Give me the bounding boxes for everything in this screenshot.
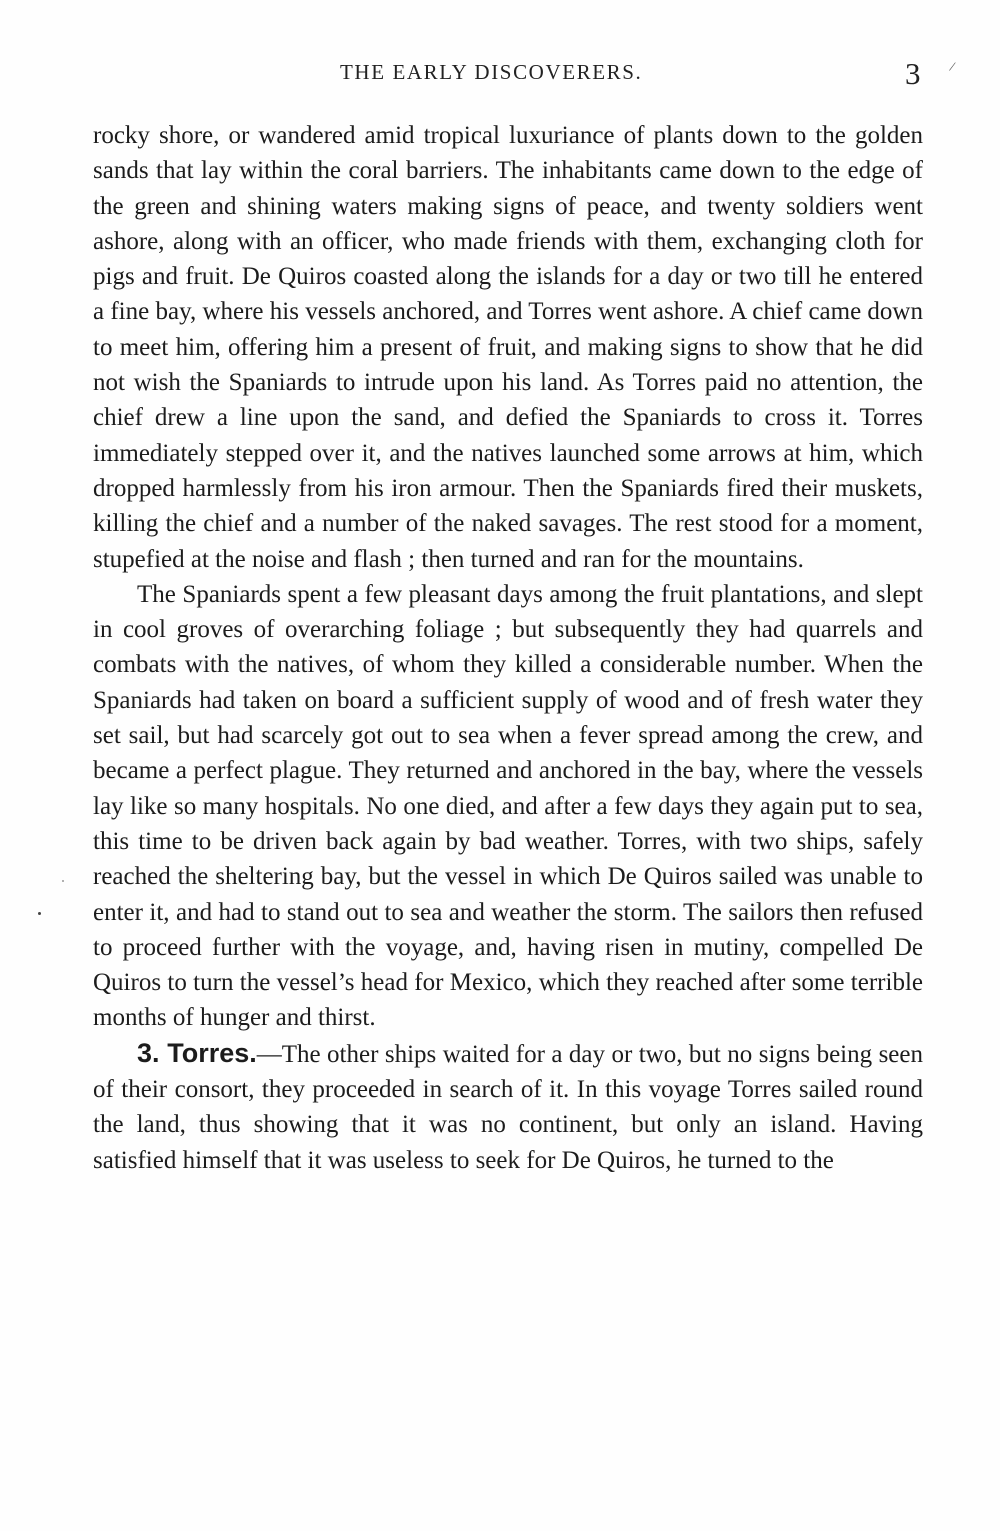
stray-pen-mark: / (947, 59, 957, 76)
running-header (0, 58, 1000, 98)
paragraph-continuation: rocky shore, or wandered amid tropical luxuriance of plants down to the golden sands that lay within the coral barriers. The inhabitants came down to the edge of the green and shining waters making signs of peace, and twenty soldiers went ashore, along with an officer, who made friends with them, exchanging cloth for pigs and fruit. De Quiros coasted along the islands for a day or two till he entered a fine bay, where his vessels anchored, and Torres went ashore. A chief came down to meet him, offering him a present of fruit, and making signs to show that he did not wish the Spaniards to intrude upon his land. As Torres paid no attention, the chief drew a line upon the sand, and defied the Spaniards to cross it. Torres immediately stepped over it, and the natives launched some arrows at him, which dropped harmlessly from his iron armour. Then the Spaniards fired their muskets, killing the chief and a number of the naked savages. The rest stood for a moment, stupefied at the noise and flash ; then turned and ran for the mountains. (93, 122, 923, 573)
section-heading: 3. Torres. (137, 1037, 257, 1068)
paragraph-torres (93, 1036, 923, 1178)
running-title: THE EARLY DISCOVERERS. (340, 60, 643, 84)
paragraph-spaniards: The Spaniards spent a few pleasant days among the fruit plantations, and slept in cool groves of overarching foliage ; but subsequently they had quarrels and combats with the natives, of whom they killed a considerable number. When the Spaniards had taken on board a sufficient supply of wood and of fresh water they set sail, but had scarcely got out to sea when a fever spread among the crew, and became a perfect plague. They returned and anchored in the bay, where the vessels lay like so many hospitals. No one died, and after a few days they again put to sea, this time to be driven back again by bad weather. Torres, with two ships, safely reached the sheltering bay, but the vessel in which De Quiros sailed was unable to enter it, and had to stand out to sea and weather the storm. The sailors then refused to proceed further with the voyage, and, having risen in mutiny, compelled De Quiros to turn the vessel’s head for Mexico, which they reached after some terrible months of hunger and thirst. (93, 580, 923, 1032)
margin-speck (38, 912, 41, 915)
text-body (93, 118, 923, 1178)
page-number: 3 (905, 56, 921, 91)
margin-speck (62, 880, 64, 882)
paragraph-torres-text: —The other ships waited for a day or two, but no signs being seen of their consort, they proceeded in search of it. In this voyage Torres sailed round the land, thus showing that it was no continent, but only an island. Having satisfied himself that it was useless to seek for De Quiros, he turned to the (93, 1040, 923, 1174)
